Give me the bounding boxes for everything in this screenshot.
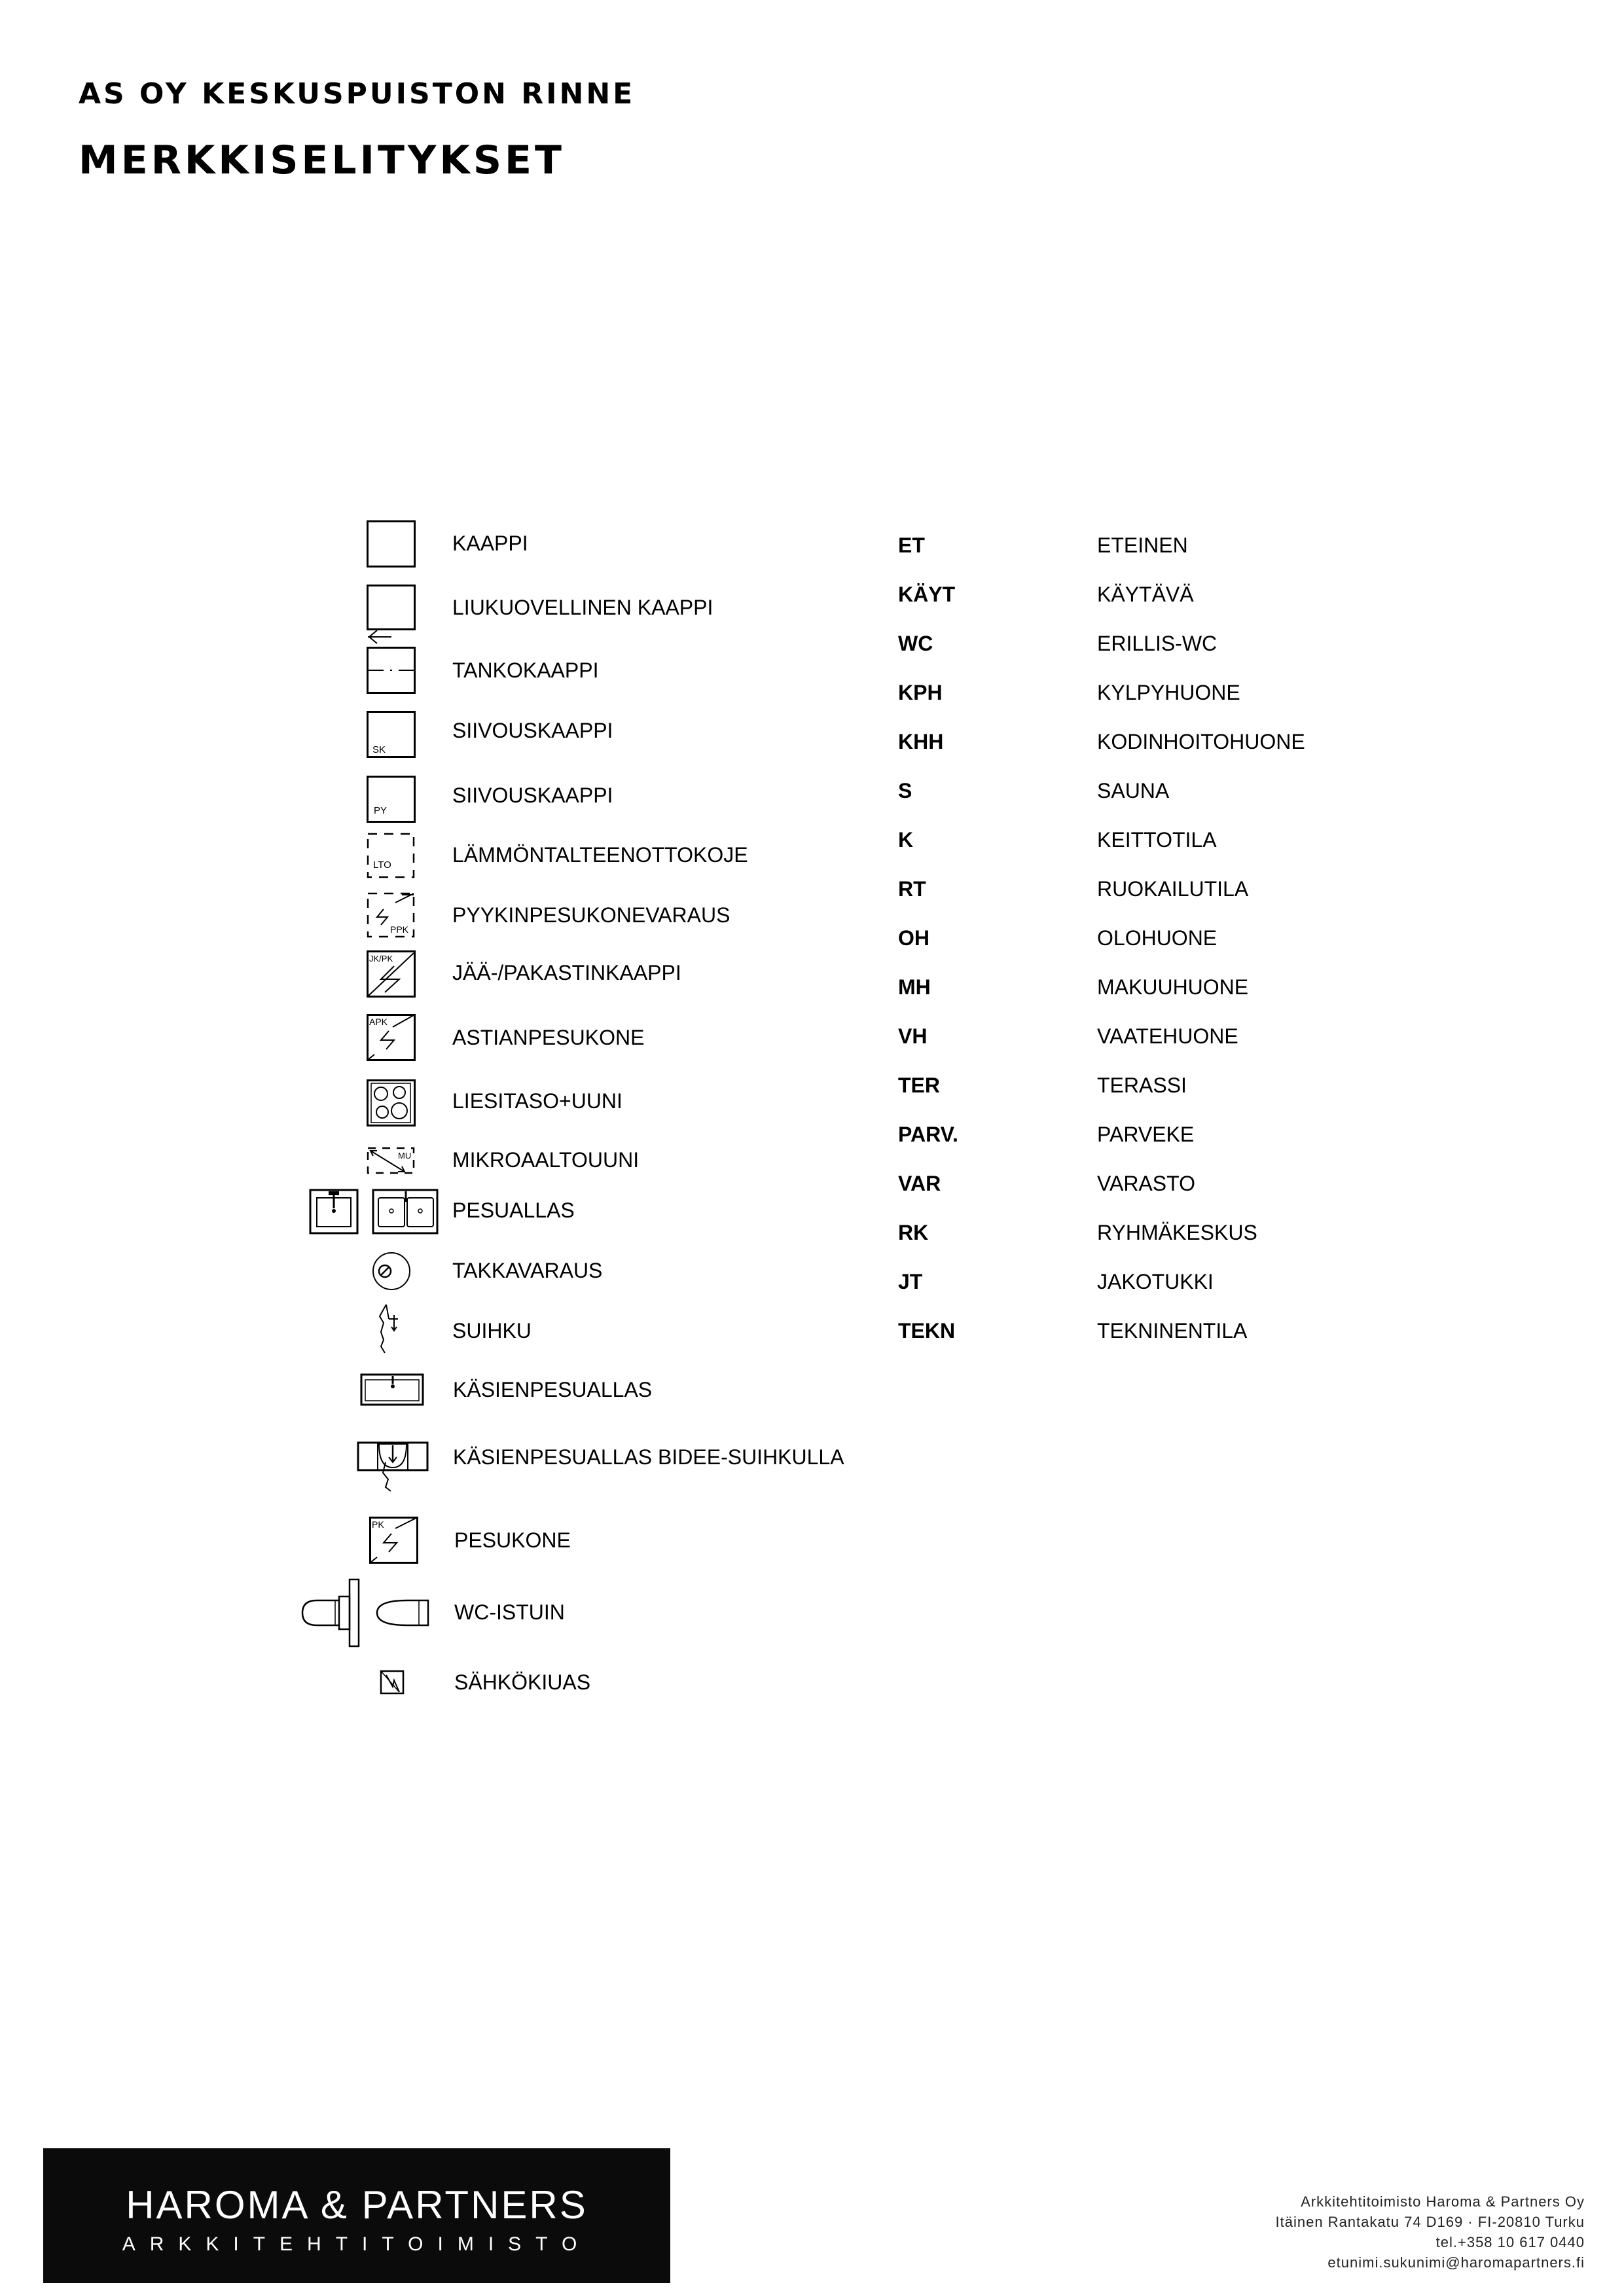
legend-label: JÄÄ-/PAKASTINKAAPPI: [452, 961, 681, 984]
legend-tag: LTO: [373, 859, 391, 871]
abbreviation: PARV.: [898, 1123, 958, 1146]
abbreviation-meaning: TEKNINENTILA: [1097, 1319, 1248, 1343]
abbreviation-meaning: KÄYTÄVÄ: [1097, 583, 1194, 606]
contact-info: [1276, 2191, 1585, 2273]
abbreviation-meaning: JAKOTUKKI: [1097, 1270, 1214, 1293]
abbreviation: VH: [898, 1024, 928, 1048]
company-name: Arkkitehtitoimisto Haroma & Partners Oy: [1301, 2193, 1585, 2210]
abbreviation: ET: [898, 533, 925, 557]
legend-tag: PY: [374, 805, 388, 816]
legend-label: SÄHKÖKIUAS: [454, 1670, 591, 1694]
email: etunimi.sukunimi@haromapartners.fi: [1327, 2254, 1585, 2271]
electric-stove-icon: [380, 1670, 406, 1696]
legend-label: LIUKUOVELLINEN KAAPPI: [452, 596, 713, 619]
abbreviation: K: [898, 828, 914, 852]
abbreviation-meaning: MAKUUHUONE: [1097, 975, 1249, 999]
abbreviation: OH: [898, 926, 929, 950]
sink-icon: [309, 1189, 440, 1236]
legend-label: SUIHKU: [452, 1319, 532, 1343]
abbreviation-meaning: SAUNA: [1097, 779, 1170, 802]
abbreviation-meaning: RYHMÄKESKUS: [1097, 1221, 1257, 1244]
page-title: MERKKISELITYKSET: [79, 137, 565, 183]
abbreviation: S: [898, 779, 912, 802]
legend-label: LIESITASO+UUNI: [452, 1089, 623, 1113]
legend-label: ASTIANPESUKONE: [452, 1026, 645, 1049]
hand-basin-icon: [360, 1373, 425, 1407]
legend-label: KAAPPI: [452, 532, 528, 555]
shower-icon: [372, 1303, 414, 1358]
legend-label: PESUKONE: [454, 1528, 571, 1552]
legend-label: MIKROAALTOUUNI: [452, 1148, 640, 1172]
company-logo: [43, 2148, 670, 2283]
abbreviation-meaning: ETEINEN: [1097, 533, 1188, 557]
legend-label: TANKOKAAPPI: [452, 658, 599, 682]
cleaning-cabinet-sk-icon: [367, 711, 419, 760]
phone: tel.+358 10 617 0440: [1435, 2234, 1585, 2250]
legend-label: PYYKINPESUKONEVARAUS: [452, 903, 731, 927]
abbreviation-meaning: KODINHOITOHUONE: [1097, 730, 1305, 753]
sliding-door-cabinet-icon: [367, 585, 419, 650]
cleaning-cabinet-py-icon: [367, 776, 419, 825]
fireplace-reservation-icon: [372, 1252, 414, 1293]
legend-label: TAKKAVARAUS: [452, 1259, 603, 1282]
abbreviation: VAR: [898, 1172, 941, 1195]
legend-label: LÄMMÖNTALTEENOTTOKOJE: [452, 843, 748, 867]
logo-subtitle: ARKKITEHTITOIMISTO: [122, 2233, 592, 2255]
abbreviation: WC: [898, 632, 933, 655]
rod-cabinet-icon: [367, 647, 419, 696]
legend-tag: MU: [398, 1151, 412, 1161]
abbreviation-meaning: TERASSI: [1097, 1073, 1187, 1097]
legend-label: KÄSIENPESUALLAS BIDEE-SUIHKULLA: [453, 1445, 844, 1469]
abbreviation-meaning: VARASTO: [1097, 1172, 1195, 1195]
abbreviation-meaning: ERILLIS-WC: [1097, 632, 1218, 655]
abbreviation: JT: [898, 1270, 923, 1293]
address: Itäinen Rantakatu 74 D169 · FI-20810 Turku: [1275, 2214, 1585, 2230]
dishwasher-icon: [367, 1014, 419, 1063]
heat-recovery-unit-icon: [367, 833, 419, 882]
legend-label: SIIVOUSKAAPPI: [452, 784, 613, 807]
abbreviation-meaning: OLOHUONE: [1097, 926, 1218, 950]
legend-label: SIIVOUSKAAPPI: [452, 719, 613, 742]
abbreviation: RT: [898, 877, 926, 901]
fridge-freezer-icon: [367, 950, 419, 1000]
legend-label: KÄSIENPESUALLAS: [453, 1378, 653, 1401]
legend-label: PESUALLAS: [452, 1199, 575, 1222]
abbreviation: TER: [898, 1073, 940, 1097]
legend-tag: JK/PK: [369, 954, 393, 964]
legend-label: WC-ISTUIN: [454, 1600, 565, 1624]
abbreviation: KHH: [898, 730, 944, 753]
stove-oven-icon: [367, 1079, 419, 1128]
legend-tag: SK: [372, 744, 386, 755]
abbreviation: MH: [898, 975, 931, 999]
legend-tag: PPK: [390, 924, 409, 935]
legend-tag: PK: [372, 1519, 384, 1530]
microwave-icon: [367, 1147, 419, 1176]
abbreviation-meaning: VAATEHUONE: [1097, 1024, 1238, 1048]
washing-machine-reservation-icon: [367, 892, 419, 941]
abbreviation-meaning: KYLPYHUONE: [1097, 681, 1240, 704]
abbreviation: KÄYT: [898, 583, 956, 606]
abbreviation-meaning: PARVEKE: [1097, 1123, 1195, 1146]
abbreviation-meaning: RUOKAILUTILA: [1097, 877, 1249, 901]
abbreviation-meaning: KEITTOTILA: [1097, 828, 1217, 852]
wc-seat-icon: [300, 1578, 437, 1650]
washing-machine-icon: [369, 1517, 422, 1566]
project-title: AS OY KESKUSPUISTON RINNE: [79, 77, 636, 111]
cabinet-icon: [367, 520, 419, 569]
abbreviation: KPH: [898, 681, 943, 704]
abbreviation: TEKN: [898, 1319, 956, 1343]
legend-tag: APK: [369, 1017, 388, 1027]
abbreviation: RK: [898, 1221, 929, 1244]
logo-name: HAROMA & PARTNERS: [126, 2183, 588, 2227]
hand-basin-bidet-shower-icon: [357, 1441, 429, 1494]
